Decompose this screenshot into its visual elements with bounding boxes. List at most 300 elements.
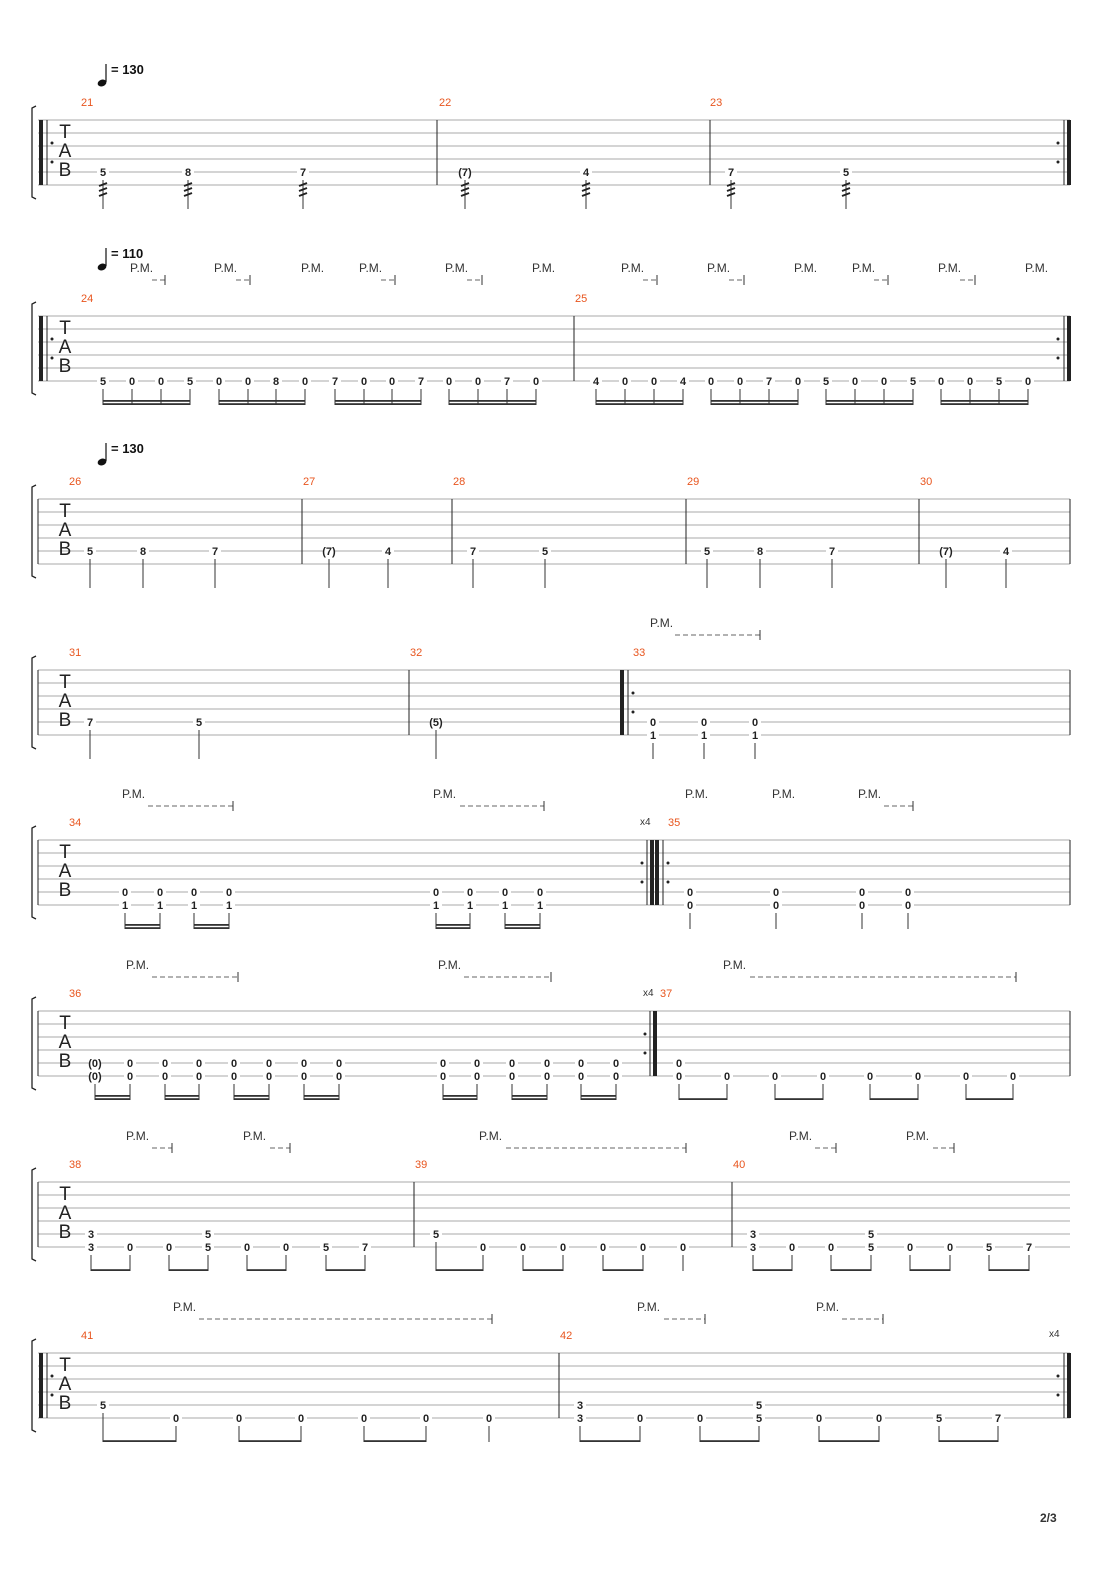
measure-number: 37 xyxy=(660,988,673,1000)
fret-number: 0 xyxy=(771,1071,779,1083)
palm-mute-label: P.M. xyxy=(650,616,674,630)
repeat-start-thick-bar xyxy=(655,840,659,905)
repeat-dot xyxy=(51,142,54,145)
fret-number: 7 xyxy=(727,167,735,179)
beam xyxy=(169,1269,208,1271)
fret-number: 1 xyxy=(466,900,474,912)
measure-number: 21 xyxy=(81,97,94,109)
palm-mute-label: P.M. xyxy=(359,261,383,275)
palm-mute-label: P.M. xyxy=(126,1129,150,1143)
fret-number: 0 xyxy=(195,1058,203,1070)
beam xyxy=(443,1095,477,1097)
measure-number: 33 xyxy=(633,647,646,659)
fret-number: 0 xyxy=(243,1242,251,1254)
fret-number: 0 xyxy=(301,376,309,388)
palm-mute-label: P.M. xyxy=(126,958,150,972)
fret-number: (7) xyxy=(458,167,472,179)
repeat-dot xyxy=(641,881,644,884)
fret-number: 3 xyxy=(749,1229,757,1241)
fret-number: 0 xyxy=(161,1071,169,1083)
fret-number: 0 xyxy=(858,900,866,912)
fret-number: 0 xyxy=(815,1413,823,1425)
fret-number: 7 xyxy=(211,546,219,558)
beam xyxy=(125,924,160,926)
fret-number: 5 xyxy=(186,376,194,388)
measure-number: 23 xyxy=(710,97,723,109)
measure-number: 22 xyxy=(439,97,452,109)
fret-number: 0 xyxy=(165,1242,173,1254)
fret-number: 0 xyxy=(536,887,544,899)
fret-number: 0 xyxy=(851,376,859,388)
tempo-marking: = 130 xyxy=(111,441,144,456)
fret-number: 3 xyxy=(87,1242,95,1254)
beam xyxy=(941,403,1028,405)
fret-number: 0 xyxy=(532,376,540,388)
beam xyxy=(966,1098,1013,1100)
measure-number: 40 xyxy=(733,1159,746,1171)
staff-system xyxy=(32,1300,1071,1442)
fret-number: 0 xyxy=(650,376,658,388)
fret-number: 0 xyxy=(599,1242,607,1254)
beam xyxy=(125,927,160,929)
palm-mute-label: P.M. xyxy=(906,1129,930,1143)
tab-clef-letter: T xyxy=(59,318,71,339)
fret-number: 0 xyxy=(195,1071,203,1083)
fret-number: 0 xyxy=(1009,1071,1017,1083)
tab-clef-letter: B xyxy=(58,160,72,181)
beam xyxy=(194,927,229,929)
beam xyxy=(826,400,913,402)
tremolo-slash xyxy=(184,183,192,186)
tempo-marking: = 110 xyxy=(111,246,144,261)
tempo-marking: = 130 xyxy=(111,62,144,77)
beam xyxy=(103,403,190,405)
beam xyxy=(103,1440,176,1442)
tremolo-slash xyxy=(727,193,735,196)
fret-number: 0 xyxy=(360,376,368,388)
fret-number: (7) xyxy=(939,546,953,558)
fret-number: 0 xyxy=(639,1242,647,1254)
beam xyxy=(436,1269,483,1271)
beam xyxy=(443,1098,477,1100)
fret-number: 0 xyxy=(906,1242,914,1254)
repeat-count: x4 xyxy=(643,988,654,999)
palm-mute-label: P.M. xyxy=(938,261,962,275)
fret-number: 5 xyxy=(867,1229,875,1241)
palm-mute-label: P.M. xyxy=(707,261,731,275)
measure-number: 30 xyxy=(920,476,933,488)
tab-clef-letter: T xyxy=(59,842,71,863)
measure-number: 24 xyxy=(81,293,94,305)
fret-number: 7 xyxy=(765,376,773,388)
staff-system xyxy=(32,787,1070,929)
tab-clef-letter: T xyxy=(59,501,71,522)
fret-number: 5 xyxy=(985,1242,993,1254)
measure-number: 27 xyxy=(303,476,316,488)
tremolo-slash xyxy=(461,188,469,191)
beam xyxy=(596,400,683,402)
repeat-dot xyxy=(644,1052,647,1055)
fret-number: 1 xyxy=(190,900,198,912)
fret-number: 0 xyxy=(696,1413,704,1425)
fret-number: 5 xyxy=(99,1400,107,1412)
fret-number: 0 xyxy=(473,1058,481,1070)
fret-number: 0 xyxy=(707,376,715,388)
tab-clef-letter: A xyxy=(58,141,72,162)
fret-number: 5 xyxy=(995,376,1003,388)
tab-clef-letter: A xyxy=(58,337,72,358)
staff-system xyxy=(32,62,1071,209)
staff-system xyxy=(32,616,1070,759)
beam xyxy=(505,927,540,929)
palm-mute-label: P.M. xyxy=(479,1129,503,1143)
fret-number: 5 xyxy=(842,167,850,179)
measure-number: 39 xyxy=(415,1159,428,1171)
fret-number: 4 xyxy=(384,546,392,558)
fret-number: 0 xyxy=(723,1071,731,1083)
beam xyxy=(234,1098,269,1100)
system-bracket xyxy=(32,1339,36,1432)
repeat-count: x4 xyxy=(640,817,651,828)
beam xyxy=(505,924,540,926)
beam xyxy=(989,1269,1029,1271)
fret-number: 0 xyxy=(439,1071,447,1083)
fret-number: 0 xyxy=(1024,376,1032,388)
fret-number: 5 xyxy=(204,1229,212,1241)
fret-number: 7 xyxy=(361,1242,369,1254)
fret-number: 0 xyxy=(937,376,945,388)
fret-number: 0 xyxy=(230,1058,238,1070)
tremolo-slash xyxy=(727,188,735,191)
measure-number: 31 xyxy=(69,647,82,659)
tremolo-slash xyxy=(461,193,469,196)
fret-number: 0 xyxy=(636,1413,644,1425)
fret-number: 0 xyxy=(126,1071,134,1083)
fret-number: 5 xyxy=(195,717,203,729)
fret-number: 0 xyxy=(156,887,164,899)
fret-number: 0 xyxy=(485,1413,493,1425)
tremolo-slash xyxy=(184,188,192,191)
repeat-start-thick-bar xyxy=(39,120,43,185)
tremolo-slash xyxy=(461,183,469,186)
fret-number: 5 xyxy=(322,1242,330,1254)
tab-clef-letter: A xyxy=(58,520,72,541)
beam xyxy=(870,1098,918,1100)
fret-number: 0 xyxy=(297,1413,305,1425)
fret-number: 3 xyxy=(576,1400,584,1412)
fret-number: 0 xyxy=(679,1242,687,1254)
fret-number: 0 xyxy=(675,1071,683,1083)
fret-number: 0 xyxy=(300,1058,308,1070)
tremolo-slash xyxy=(184,193,192,196)
tremolo-slash xyxy=(582,188,590,191)
beam xyxy=(165,1095,199,1097)
tab-clef-letter: B xyxy=(58,356,72,377)
palm-mute-label: P.M. xyxy=(532,261,556,275)
beam xyxy=(941,400,1028,402)
fret-number: 0 xyxy=(479,1242,487,1254)
tab-clef-letter: B xyxy=(58,1393,72,1414)
fret-number: 7 xyxy=(417,376,425,388)
fret-number: 0 xyxy=(751,717,759,729)
beam xyxy=(512,1098,547,1100)
fret-number: 0 xyxy=(282,1242,290,1254)
tremolo-slash xyxy=(727,183,735,186)
palm-mute-label: P.M. xyxy=(122,787,146,801)
page-number: 2/3 xyxy=(1040,1511,1057,1525)
tab-clef-letter: A xyxy=(58,1374,72,1395)
beam xyxy=(91,1269,130,1271)
tab-clef-letter: T xyxy=(59,1013,71,1034)
fret-number: 0 xyxy=(126,1058,134,1070)
repeat-end-thick-bar xyxy=(1067,1353,1071,1418)
fret-number: 7 xyxy=(503,376,511,388)
beam xyxy=(335,400,421,402)
palm-mute-label: P.M. xyxy=(637,1300,661,1314)
repeat-dot xyxy=(1057,338,1060,341)
repeat-dot xyxy=(1057,357,1060,360)
beam xyxy=(234,1095,269,1097)
palm-mute-label: P.M. xyxy=(433,787,457,801)
palm-mute-label: P.M. xyxy=(772,787,796,801)
beam xyxy=(335,403,421,405)
fret-number: 1 xyxy=(121,900,129,912)
fret-number: 0 xyxy=(880,376,888,388)
fret-number: 0 xyxy=(422,1413,430,1425)
beam xyxy=(449,400,536,402)
fret-number: 0 xyxy=(225,887,233,899)
staff-system xyxy=(32,441,1070,588)
beam xyxy=(581,1095,616,1097)
tab-clef-letter: B xyxy=(58,880,72,901)
fret-number: 0 xyxy=(577,1071,585,1083)
fret-number: 0 xyxy=(265,1071,273,1083)
tab-clef-letter: B xyxy=(58,1051,72,1072)
measure-number: 26 xyxy=(69,476,82,488)
fret-number: 0 xyxy=(388,376,396,388)
fret-number: 1 xyxy=(501,900,509,912)
repeat-dot xyxy=(1057,161,1060,164)
fret-number: 0 xyxy=(904,887,912,899)
beam xyxy=(711,400,798,402)
repeat-dot xyxy=(51,1375,54,1378)
fret-number: 8 xyxy=(139,546,147,558)
fret-number: 7 xyxy=(469,546,477,558)
measure-number: 41 xyxy=(81,1330,94,1342)
fret-number: 0 xyxy=(621,376,629,388)
measure-number: 35 xyxy=(668,817,681,829)
tremolo-slash xyxy=(99,183,107,186)
fret-number: 5 xyxy=(99,376,107,388)
fret-number: 0 xyxy=(244,376,252,388)
fret-number: 0 xyxy=(161,1058,169,1070)
fret-number: 1 xyxy=(751,730,759,742)
fret-number: 5 xyxy=(822,376,830,388)
fret-number: 0 xyxy=(519,1242,527,1254)
beam xyxy=(512,1095,547,1097)
beam xyxy=(819,1440,879,1442)
beam xyxy=(239,1440,301,1442)
fret-number: 0 xyxy=(508,1071,516,1083)
measure-number: 42 xyxy=(560,1330,573,1342)
repeat-dot xyxy=(1057,142,1060,145)
repeat-start-thick-bar xyxy=(620,670,624,735)
fret-number: 0 xyxy=(439,1058,447,1070)
fret-number: 0 xyxy=(966,376,974,388)
tremolo-slash xyxy=(99,188,107,191)
fret-number: 0 xyxy=(559,1242,567,1254)
fret-number: 7 xyxy=(1025,1242,1033,1254)
staff-system xyxy=(32,1129,1070,1271)
repeat-dot xyxy=(644,1033,647,1036)
beam xyxy=(596,403,683,405)
tremolo-slash xyxy=(299,188,307,191)
fret-number: 0 xyxy=(794,376,802,388)
fret-number: 5 xyxy=(867,1242,875,1254)
fret-number: 0 xyxy=(577,1058,585,1070)
fret-number: 0 xyxy=(866,1071,874,1083)
measure-number: 28 xyxy=(453,476,466,488)
fret-number: 0 xyxy=(686,887,694,899)
staff-system xyxy=(32,958,1070,1100)
tremolo-slash xyxy=(582,183,590,186)
palm-mute-label: P.M. xyxy=(794,261,818,275)
beam xyxy=(449,403,536,405)
fret-number: 4 xyxy=(592,376,600,388)
fret-number: 1 xyxy=(700,730,708,742)
fret-number: 5 xyxy=(909,376,917,388)
repeat-dot xyxy=(667,881,670,884)
repeat-dot xyxy=(1057,1375,1060,1378)
fret-number: 0 xyxy=(265,1058,273,1070)
fret-number: 0 xyxy=(466,887,474,899)
fret-number: 1 xyxy=(432,900,440,912)
repeat-start-thick-bar xyxy=(39,316,43,381)
beam xyxy=(304,1095,339,1097)
beam xyxy=(326,1269,365,1271)
repeat-dot xyxy=(667,862,670,865)
beam xyxy=(679,1098,727,1100)
fret-number: 0 xyxy=(819,1071,827,1083)
beam xyxy=(364,1440,426,1442)
measure-number: 29 xyxy=(687,476,700,488)
beam xyxy=(939,1440,998,1442)
palm-mute-label: P.M. xyxy=(438,958,462,972)
palm-mute-label: P.M. xyxy=(301,261,325,275)
fret-number: 0 xyxy=(474,376,482,388)
staff-system xyxy=(32,246,1071,405)
repeat-count: x4 xyxy=(1049,1329,1060,1340)
repeat-end-thick-bar xyxy=(650,840,654,905)
fret-number: 0 xyxy=(473,1071,481,1083)
fret-number: 1 xyxy=(536,900,544,912)
system-bracket xyxy=(32,302,36,395)
measure-number: 38 xyxy=(69,1159,82,1171)
fret-number: 5 xyxy=(755,1400,763,1412)
fret-number: 1 xyxy=(156,900,164,912)
fret-number: 5 xyxy=(204,1242,212,1254)
tab-clef-letter: B xyxy=(58,1222,72,1243)
palm-mute-label: P.M. xyxy=(852,261,876,275)
fret-number: 8 xyxy=(272,376,280,388)
palm-mute-label: P.M. xyxy=(1025,261,1049,275)
beam xyxy=(523,1269,563,1271)
fret-number: 4 xyxy=(679,376,687,388)
fret-number: 7 xyxy=(994,1413,1002,1425)
fret-number: 5 xyxy=(99,167,107,179)
beam xyxy=(436,927,470,929)
tab-clef-letter: A xyxy=(58,861,72,882)
fret-number: 0 xyxy=(612,1058,620,1070)
fret-number: 0 xyxy=(675,1058,683,1070)
tremolo-slash xyxy=(842,193,850,196)
fret-number: 0 xyxy=(508,1058,516,1070)
tab-clef-letter: T xyxy=(59,672,71,693)
beam xyxy=(753,1269,792,1271)
palm-mute-label: P.M. xyxy=(723,958,747,972)
fret-number: 0 xyxy=(904,900,912,912)
repeat-dot xyxy=(632,692,635,695)
tremolo-slash xyxy=(842,188,850,191)
repeat-dot xyxy=(51,1394,54,1397)
fret-number: 0 xyxy=(335,1058,343,1070)
fret-number: 0 xyxy=(121,887,129,899)
beam xyxy=(581,1098,616,1100)
fret-number: 0 xyxy=(946,1242,954,1254)
tab-clef-letter: A xyxy=(58,691,72,712)
fret-number: 0 xyxy=(788,1242,796,1254)
fret-number: 0 xyxy=(360,1413,368,1425)
beam xyxy=(831,1269,871,1271)
palm-mute-label: P.M. xyxy=(243,1129,267,1143)
fret-number: 4 xyxy=(1002,546,1010,558)
fret-number: (5) xyxy=(429,717,443,729)
fret-number: (0) xyxy=(88,1071,102,1083)
palm-mute-label: P.M. xyxy=(214,261,238,275)
fret-number: 0 xyxy=(501,887,509,899)
beam xyxy=(826,403,913,405)
fret-number: 8 xyxy=(184,167,192,179)
fret-number: 0 xyxy=(875,1413,883,1425)
measure-number: 32 xyxy=(410,647,423,659)
system-bracket xyxy=(32,1168,36,1261)
fret-number: 0 xyxy=(230,1071,238,1083)
beam xyxy=(910,1269,950,1271)
palm-mute-label: P.M. xyxy=(621,261,645,275)
fret-number: 5 xyxy=(935,1413,943,1425)
repeat-dot xyxy=(632,711,635,714)
fret-number: 3 xyxy=(749,1242,757,1254)
fret-number: 7 xyxy=(86,717,94,729)
beam xyxy=(194,924,229,926)
fret-number: 0 xyxy=(686,900,694,912)
fret-number: 8 xyxy=(756,546,764,558)
fret-number: 0 xyxy=(736,376,744,388)
beam xyxy=(775,1098,823,1100)
fret-number: 5 xyxy=(541,546,549,558)
repeat-start-thick-bar xyxy=(39,1353,43,1418)
tab-clef-letter: A xyxy=(58,1203,72,1224)
fret-number: 0 xyxy=(128,376,136,388)
beam xyxy=(165,1098,199,1100)
fret-number: 5 xyxy=(755,1413,763,1425)
fret-number: 0 xyxy=(126,1242,134,1254)
fret-number: 0 xyxy=(914,1071,922,1083)
fret-number: 0 xyxy=(962,1071,970,1083)
fret-number: 0 xyxy=(858,887,866,899)
beam xyxy=(603,1269,643,1271)
fret-number: 1 xyxy=(649,730,657,742)
